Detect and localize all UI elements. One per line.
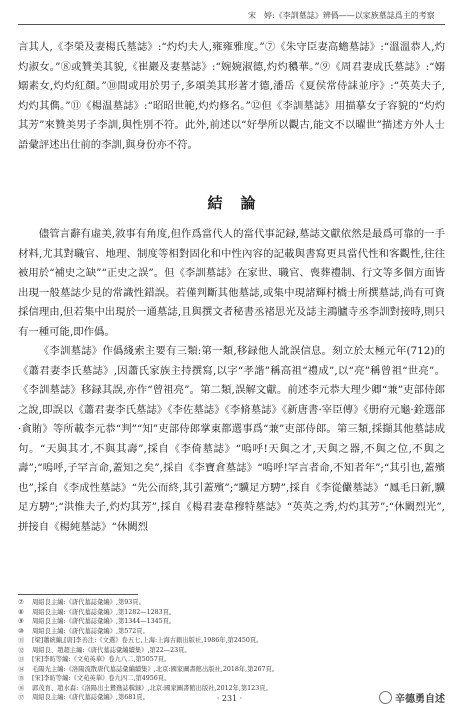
footnote-number: ⑩ [18, 627, 24, 635]
footnote-text: 周紹良主編:《唐代墓誌彙編》,第681頁。 [32, 694, 149, 701]
footnote [18, 655, 445, 665]
footnote-number: ⑪ [18, 637, 25, 644]
footnote [18, 627, 445, 637]
footnote-number: ⑨ [18, 618, 24, 625]
footnote [18, 598, 445, 608]
intro-block [18, 38, 445, 178]
footnote-text: [梁]蕭統編,[唐]李善注:《文選》卷五七,上海:上海古籍出版社,1986年,第2450頁。 [32, 637, 263, 644]
footnote [18, 646, 445, 656]
footnote-text: [宋]李昉等編:《文苑英華》卷九四二,第4956頁。 [32, 675, 171, 682]
watermark-text: 辛德勇自述 [395, 694, 445, 705]
header-rule [18, 24, 445, 25]
footnote-number: ⑯ [18, 684, 25, 692]
footnote-rule [18, 594, 138, 595]
page-number: · 231 · [216, 694, 243, 703]
running-header: 宋 婷:《李訓墓誌》辨僞——以家族墓誌爲主的考察 [248, 11, 435, 20]
main-text [18, 38, 445, 581]
footnote-number: ⑧ [18, 608, 24, 616]
footnote-number: ⑫ [18, 646, 25, 654]
footnote-number: ⑭ [18, 665, 25, 673]
footnote-text: 周紹良主編:《唐代墓誌彙編》,第1282—1283頁。 [32, 608, 176, 616]
footnote-text: 毛陽光主編:《洛陽流散唐代墓誌彙編續集》,北京:國家圖書館出版社,2018年,第267頁。 [32, 665, 279, 673]
conclusion-paragraph-2: 《李訓墓誌》作僞綫索主要有三類:第一類,移録他人訛誤信息。刻立於太極元年(712)的《蕭君妻李氏墓誌》,因蕭氏家族主持撰寫,以字“孝諧”稱高祖“禮成”,以“亮”稱曾祖“世亮”。《李訓墓誌》移録其誤,亦作“曾祖亮”。第二類,誤解文獻。前述李元恭大理少卿“兼”吏部侍郎之說,即誤以《蕭君妻李氏墓誌》《李佐墓誌》《李脩墓誌》《新唐書·宰臣傳》《册府元龜·銓選部·貪賄》等所載李元恭“判”“知”吏部侍郎掌東都選事爲“兼”吏部侍郎。第三類,採擷其他墓誌成句。“天與其才,不與其壽”,採自《李倚墓誌》“嗚呼!天與之才,天與之器,不與之位,不與之壽”;“嗚呼,子罕言命,蓋知之矣”,採自《李寶倉墓誌》“嗚呼!罕言者命,不知者年”;“其引也,蓋殯也”,採自《李成性墓誌》“先公而終,其引蓋殯”;“驥足方騁”,採自《李從儼墓誌》“鳳毛日新,驥足方騁”;“洪惟夫子,灼灼其芳”,採自《楊君妻韋穆特墓誌》“英英之秀,灼灼其芳”;“休闕烈光”,拼接自《楊純墓誌》“休闕烈 [18, 345, 445, 533]
footnote [18, 665, 445, 675]
section-heading: 結論 [207, 194, 274, 212]
footnotes [18, 598, 445, 703]
footnote-number: ⑮ [18, 675, 25, 682]
footnote-text: 周紹良、趙超主編:《唐代墓誌彙編續集》,第22—23頁。 [32, 646, 191, 654]
footnote-number: ⑦ [18, 599, 24, 606]
conclusion-block [18, 225, 445, 581]
footnote [18, 636, 445, 646]
footnote-text: 周紹良主編:《唐代墓誌彙編》,第1344—1345頁。 [32, 618, 176, 625]
footnote [18, 617, 445, 627]
source-watermark [379, 690, 445, 705]
footnote [18, 608, 445, 618]
footnote-number: ⑰ [18, 694, 25, 701]
wechat-icon [379, 691, 392, 704]
footnote-text: [宋]李昉等編:《文苑英華》卷九八二,第5057頁。 [32, 656, 171, 663]
footnote-text: 周紹良主編:《唐代墓誌彙編》,第572頁。 [32, 627, 149, 635]
footnote-number: ⑬ [18, 656, 25, 663]
intro-paragraph: 言其人,《李榮及妻楊氏墓誌》:“灼灼夫人,雍雍雅度。”⑦《朱守臣妻高蟾墓誌》:“溫溫恭人,灼灼淑女。”⑧或贊美其貌,《崔巖及妻墓誌》:“婉婉淑德,灼灼穠華。”⑨《周君妻成氏墓誌》:“嫋嫋素女,灼灼紅顏。”⑩間或用於男子,多頌美其形著才德,潘岳《夏侯常侍誄並序》:“英英夫子,灼灼其儁。”⑪《楊温墓誌》:“昭昭世範,灼灼修名。”⑫但《李訓墓誌》用描摹女子容貌的“灼灼其芳”來贊美男子李訓,與性別不符。此外,前述以“好學所以觀古,能文不以曜世”描述方外人士語彙評述出仕前的李訓,與身份亦不符。 [18, 41, 445, 151]
footnote-text: 郭茂育、趙水森:《洛陽出土鴛鴦誌輯録》,北京:國家圖書館出版社,2012年,第123頁。 [32, 684, 272, 692]
footnote-text: 周紹良主編:《唐代墓誌彙編》,第93頁。 [32, 599, 145, 606]
conclusion-paragraph-1: 儘管言辭有虛美,敘事有角度,但作爲當代人的當代事記録,墓誌文獻依然是最爲可靠的一手材料,尤其對職官、地理、制度等相對固化和中性內容的記載與書寫更具當代性和客觀性,往往被用於“補史之缺”“正史之誤”。但《李訓墓誌》在家世、職官、喪葬禮制、行文等多個方面皆出現一般墓誌少見的常識性錯誤。若僅判斷其他墓誌,或集中現諸輝村橋士所撰墓誌,尚有可資採信理由,但若集中出現於一通墓誌,且與撰文者秘書丞褚思光及誌主鴻臚寺丞李訓對接時,則只有一種可能,即作僞。 [18, 228, 445, 338]
footnote [18, 674, 445, 684]
